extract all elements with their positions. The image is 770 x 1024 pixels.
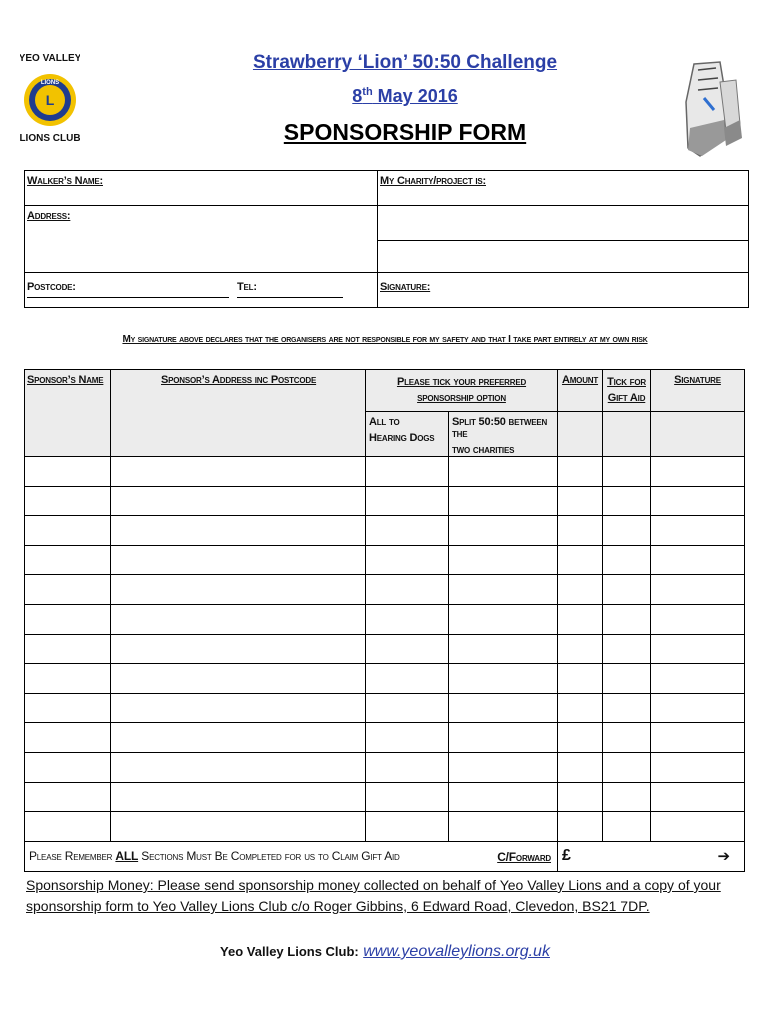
sponsor-name-cell[interactable] [25,545,111,575]
sponsor-address-cell[interactable] [111,664,366,694]
sponsor-address-cell[interactable] [111,516,366,546]
sponsor-row [25,782,745,812]
amount-cell[interactable] [558,457,603,487]
signature-cell[interactable] [651,545,745,575]
option-hearing-dogs-cell[interactable] [366,634,449,664]
sponsor-address-cell[interactable] [111,812,366,842]
arrow-icon: ➔ [717,848,731,866]
option-split-cell[interactable] [449,782,558,812]
signature-cell[interactable] [651,782,745,812]
option-split-cell[interactable] [449,575,558,605]
amount-cell[interactable] [558,575,603,605]
svg-text:L: L [45,92,55,108]
option-hearing-dogs-cell[interactable] [366,723,449,753]
svg-text:YEO VALLEY: YEO VALLEY [20,53,80,64]
event-date: 8th May 2016 [352,86,458,106]
option-hearing-dogs-cell[interactable] [366,545,449,575]
sponsor-address-cell[interactable] [111,604,366,634]
sponsor-row [25,634,745,664]
col-sponsor-address: Sponsor’s Address inc Postcode [161,374,317,386]
amount-cell[interactable] [558,486,603,516]
option-hearing-dogs-cell[interactable] [366,752,449,782]
amount-cell[interactable] [558,752,603,782]
sponsor-name-cell[interactable] [25,604,111,634]
option-split-cell[interactable] [449,604,558,634]
gift-aid-cell[interactable] [603,486,651,516]
option-split-cell[interactable] [449,723,558,753]
sponsor-row [25,486,745,516]
sponsor-row [25,545,745,575]
sponsor-name-cell[interactable] [25,664,111,694]
gift-aid-cell[interactable] [603,782,651,812]
signature-cell[interactable] [651,723,745,753]
signature-cell[interactable] [651,516,745,546]
sponsor-row [25,664,745,694]
postcode-line [27,297,229,298]
gift-aid-cell[interactable] [603,723,651,753]
tel-label: Tel: [237,281,257,293]
svg-text:LIONS: LIONS [40,80,60,86]
sponsor-row [25,604,745,634]
sponsor-address-cell[interactable] [111,545,366,575]
sponsor-row [25,812,745,842]
sponsor-address-cell[interactable] [111,693,366,723]
gift-aid-cell[interactable] [603,812,651,842]
sponsor-address-cell[interactable] [111,752,366,782]
sponsor-row [25,457,745,487]
sponsor-name-cell[interactable] [25,634,111,664]
option-split-cell[interactable] [449,516,558,546]
signature-label: Signature: [380,281,431,293]
sponsor-address-cell[interactable] [111,782,366,812]
sponsor-name-cell[interactable] [25,752,111,782]
amount-cell[interactable] [558,812,603,842]
option-split-cell[interactable] [449,634,558,664]
signature-cell[interactable] [651,812,745,842]
tel-line [237,297,343,298]
col-giftaid-line2: Gift Aid [607,392,646,404]
sponsor-name-cell[interactable] [25,457,111,487]
signature-cell[interactable] [651,664,745,694]
col-sponsor-name: Sponsor’s Name [27,374,104,386]
signature-cell[interactable] [651,486,745,516]
option-hearing-dogs-cell[interactable] [366,782,449,812]
signature-cell[interactable] [651,575,745,605]
walker-details-table [24,170,749,308]
sponsor-name-cell[interactable] [25,516,111,546]
signature-cell[interactable] [651,457,745,487]
option-split-cell[interactable] [449,752,558,782]
sponsor-row [25,516,745,546]
option-hearing-dogs-cell[interactable] [366,604,449,634]
sponsor-rows [25,457,745,842]
club-website-line [0,943,770,961]
sponsor-table [24,369,745,872]
charity-label: My Charity/project is: [380,175,486,187]
option-split-cell[interactable] [449,545,558,575]
amount-cell[interactable] [558,545,603,575]
sponsor-address-cell[interactable] [111,486,366,516]
form-title: SPONSORSHIP FORM [283,119,527,145]
option-hearing-dogs-cell[interactable] [366,486,449,516]
amount-cell[interactable] [558,664,603,694]
amount-cell[interactable] [558,604,603,634]
opt1-line2: Hearing Dogs [369,432,435,444]
sponsor-name-cell[interactable] [25,723,111,753]
option-hearing-dogs-cell[interactable] [366,664,449,694]
sponsor-row [25,752,745,782]
svg-text:LIONS CLUB: LIONS CLUB [20,133,80,144]
amount-cell[interactable] [558,693,603,723]
sponsor-row [25,575,745,605]
amount-cell[interactable] [558,516,603,546]
sponsor-name-cell[interactable] [25,575,111,605]
opt1-line1: All to [369,416,400,428]
sponsor-name-cell[interactable] [25,486,111,516]
sponsor-address-cell[interactable] [111,723,366,753]
sponsor-name-cell[interactable] [25,782,111,812]
sponsor-name-cell[interactable] [25,693,111,723]
walker-name-label: Walker’s Name: [27,175,103,187]
gift-aid-cell[interactable] [603,693,651,723]
risk-declaration: My signature above declares that the organisers are not responsible for my safety and that I take part entirely at my own risk [122,334,648,345]
postcode-label: Postcode: [27,281,76,293]
option-hearing-dogs-cell[interactable] [366,457,449,487]
amount-cell[interactable] [558,723,603,753]
gift-aid-cell[interactable] [603,604,651,634]
sponsor-address-cell[interactable] [111,634,366,664]
option-split-cell[interactable] [449,664,558,694]
club-label: Yeo Valley Lions Club: [220,944,359,959]
pound-sign: £ [562,847,571,865]
col-amount: Amount [561,374,599,386]
col-option-line2: sponsorship option [417,392,506,404]
option-split-cell[interactable] [449,812,558,842]
event-title: Strawberry ‘Lion’ 50:50 Challenge [252,52,558,73]
signature-cell[interactable] [651,634,745,664]
sponsorship-money-note: Sponsorship Money: Please send sponsorship money collected on behalf of Yeo Valley Lions and a copy of your sponsorship form to Yeo Valley Lions Club c/o Roger Gibbins, 6 Edward Road, Clevedon, BS21 7DP. [26,877,721,914]
gift-aid-cell[interactable] [603,575,651,605]
gift-aid-cell[interactable] [603,516,651,546]
sponsor-name-cell[interactable] [25,812,111,842]
option-split-cell[interactable] [449,457,558,487]
sponsor-row [25,693,745,723]
signature-cell[interactable] [651,604,745,634]
option-hearing-dogs-cell[interactable] [366,575,449,605]
carry-forward-label: C/Forward [497,849,552,864]
address-label: Address: [27,210,71,222]
gift-aid-cell[interactable] [603,545,651,575]
amount-cell[interactable] [558,634,603,664]
opt2-line1: Split 50:50 between the [452,416,548,440]
option-hearing-dogs-cell[interactable] [366,693,449,723]
sponsor-address-cell[interactable] [111,457,366,487]
col-giftaid-line1: Tick for [607,376,646,388]
option-split-cell[interactable] [449,693,558,723]
signature-cell[interactable] [651,752,745,782]
signature-cell[interactable] [651,693,745,723]
sponsor-row [25,723,745,753]
website-link[interactable]: www.yeovalleylions.org.uk [363,943,550,960]
gift-aid-cell[interactable] [603,634,651,664]
option-split-cell[interactable] [449,486,558,516]
amount-cell[interactable] [558,782,603,812]
sponsor-address-cell[interactable] [111,575,366,605]
col-option-line1: Please tick your preferred [396,376,527,388]
gift-aid-cell[interactable] [603,664,651,694]
gift-aid-reminder: Please Remember ALL Sections Must Be Completed for us to Claim Gift Aid [29,849,400,864]
gift-aid-cell[interactable] [603,457,651,487]
opt2-line2: two charities [452,444,515,456]
gift-aid-cell[interactable] [603,752,651,782]
col-signature: Signature [674,374,721,386]
option-hearing-dogs-cell[interactable] [366,516,449,546]
option-hearing-dogs-cell[interactable] [366,812,449,842]
